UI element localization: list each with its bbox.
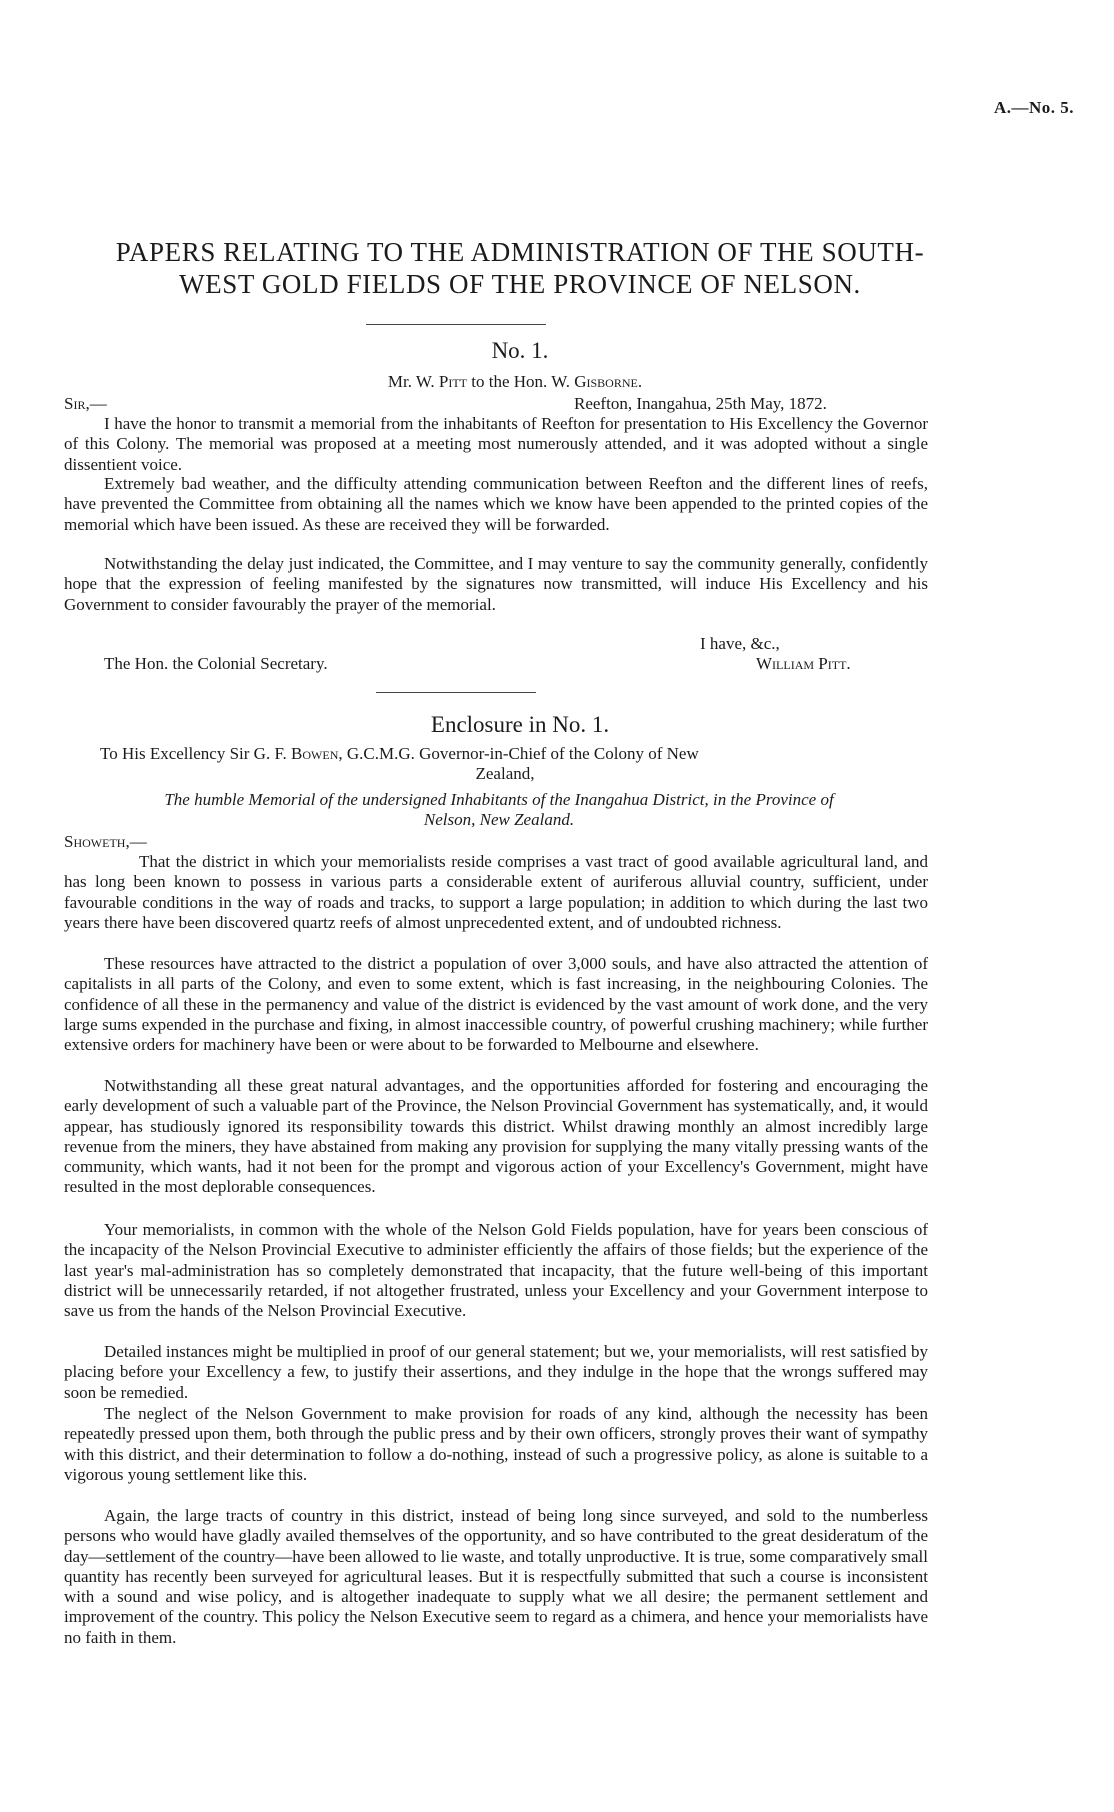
memorial-line-1: The humble Memorial of the undersigned Inhabitants of the Inangahua District, in the Province of — [164, 790, 834, 809]
memorial-paragraph: These resources have attracted to the district a population of over 3,000 souls, and have also attracted the attention of capitalists in all parts of the Colony, and even to some extent, which is fast increasing, in the neighbouring Colonies. The confidence of all these in the permanency and value of the district is evidenced by the vast amount of work done, and the very large sums expended in the purchase and fixing, in almost inaccessible country, of powerful crushing machinery; while further extensive orders for machinery have been or were about to be forwarded to Melbourne and elsewhere. — [64, 954, 928, 1055]
closing: I have, &c., — [700, 634, 780, 653]
address-part: To His Excellency Sir G. F. — [100, 744, 292, 763]
addressee: The Hon. the Colonial Secretary. — [104, 654, 328, 673]
title-divider — [366, 324, 546, 325]
memorial-heading — [64, 790, 934, 831]
sender-name: Pitt — [438, 372, 468, 391]
letter-number: No. 1. — [491, 338, 549, 363]
letter-paragraph: Extremely bad weather, and the difficulty attending communication between Reefton and the different lines of reefs, have prevented the Committee from obtaining all the names which we know have been appended to the printed copies of the memorial which have been issued. As these are received they will be forwarded. — [64, 474, 928, 534]
recipient-name: Gisborne — [574, 372, 638, 391]
memorial-paragraph: The neglect of the Nelson Government to make provision for roads of any kind, although the necessity has been repeatedly pressed upon them, both through the public press and by their own officers, strongly proves their want of sympathy with this district, and their determination to follow a do-nothing, instead of such a progressive policy, as alone is suitable to a vigorous young settlement like this. — [64, 1404, 928, 1484]
memorial-line-2: Nelson, New Zealand. — [423, 810, 575, 830]
title-line-2: WEST GOLD FIELDS OF THE PROVINCE OF NELSON. — [179, 269, 861, 299]
letter-paragraph: Notwithstanding the delay just indicated, the Committee, and I may venture to say the community generally, confidently hope that the expression of feeling manifested by the signatures now transmitted, will induce His Excellency and his Government to consider favourably the prayer of the memorial. — [64, 554, 928, 614]
title-line-1: PAPERS RELATING TO THE ADMINISTRATION OF THE SOUTH- — [115, 237, 925, 267]
enclosure-heading: Enclosure in No. 1. — [430, 712, 610, 737]
showeth-label: Showeth,— — [64, 832, 147, 851]
memorial-paragraph: Your memorialists, in common with the whole of the Nelson Gold Fields population, have for years been conscious of the incapacity of the Nelson Provincial Executive to administer efficiently the affairs of those fields; but the experience of the last year's mal-administration has so completely demonstrated that incapacity, that the future well-being of this important district will be unnecessarily retarded, if not altogether frustrated, unless your Excellency and your Government interpose to save us from the hands of the Nelson Provincial Executive. — [64, 1220, 928, 1321]
address-part: , G.C.M.G. Governor-in-Chief of the Colony of New — [338, 744, 699, 763]
enclosure-address — [100, 744, 910, 785]
from-to-part: Mr. W. — [387, 372, 439, 391]
memorial-paragraph: Detailed instances might be multiplied in proof of our general statement; but we, your memorialists, will rest satisfied by placing before your Excellency a few, to justify their assertions, and they indulge in the hope that the wrongs suffered may soon be remedied. — [64, 1342, 928, 1402]
letter-from-to — [0, 372, 1030, 392]
document-reference: A.—No. 5. — [993, 98, 1074, 117]
address-line-1 — [100, 744, 910, 764]
governor-name: Bowen — [291, 744, 339, 763]
letter-paragraph: I have the honor to transmit a memorial from the inhabitants of Reefton for presentation to His Excellency the Governor of this Colony. The memorial was proposed at a meeting most numerously attended, and it was adopted without a single dissentient voice. — [64, 414, 928, 474]
memorial-paragraph: That the district in which your memorialists reside comprises a vast tract of good available agricultural land, and has long been known to possess in various parts a considerable extent of auriferous alluvial country, sufficient, under favourable conditions in the way of roads and tracks, to support a large population; in addition to which during the last two years there have been discovered quartz reefs of almost unprecedented extent, and of undoubted richness. — [64, 852, 928, 932]
document-title — [60, 236, 980, 300]
memorial-paragraph: Notwithstanding all these great natural advantages, and the opportunities afforded for fostering and encouraging the early development of such a valuable part of the Province, the Nelson Provincial Government has systematically, and, it would appear, has studiously ignored its responsibility towards this district. Whilst drawing monthly an almost incredibly large revenue from the miners, they have abstained from making any provision for supplying the many vitally pressing wants of the community, which wants, had it not been for the prompt and vigorous action of your Excellency's Government, might have resulted in the most deplorable consequences. — [64, 1076, 928, 1197]
place-date: Reefton, Inangahua, 25th May, 1872. — [574, 394, 827, 413]
from-to-part: to the Hon. W. — [467, 372, 575, 391]
from-to-part: . — [637, 372, 643, 391]
salutation: Sir,— — [64, 394, 107, 413]
signature: William Pitt. — [756, 654, 851, 673]
address-line-2: Zealand, — [475, 764, 535, 784]
section-divider — [376, 692, 536, 693]
memorial-paragraph: Again, the large tracts of country in this district, instead of being long since surveyed, and sold to the numberless persons who would have gladly availed themselves of the opportunity, and so have contributed to the great desideratum of the day—settlement of the country—have been allowed to lie waste, and totally unproductive. It is true, some comparatively small quantity has recently been surveyed for agricultural leases. But it is respectfully submitted that such a course is inconsistent with a sound and wise policy, and is altogether inadequate to supply what we all desire; the permanent settlement and improvement of the country. This policy the Nelson Executive seem to regard as a chimera, and hence your memorialists have no faith in them. — [64, 1506, 928, 1647]
